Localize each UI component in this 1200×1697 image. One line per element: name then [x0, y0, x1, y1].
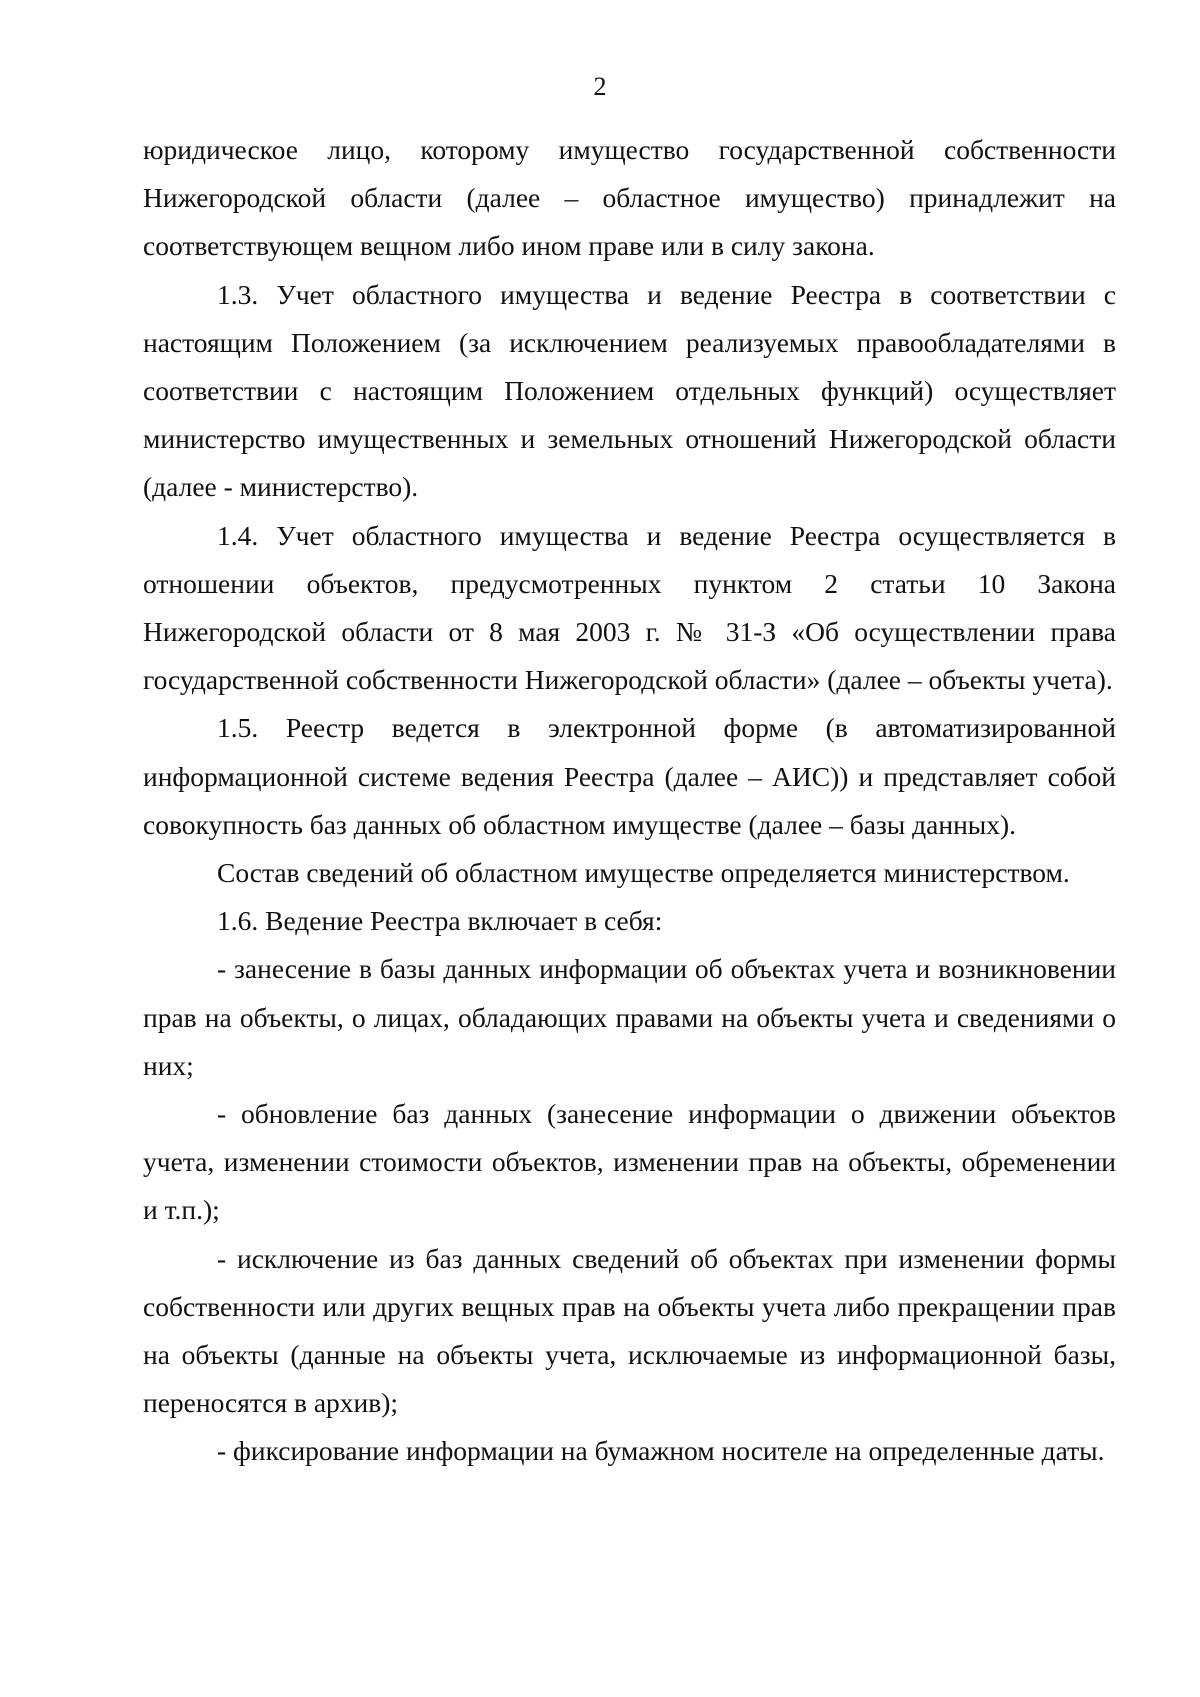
document-body — [143, 126, 1116, 1476]
paragraph-1-3: 1.3. Учет областного имущества и ведение Реестра в соответствии с настоящим Положением (за исключением реализуемых правообладателями в соответствии с настоящим Положением отдельных функций) осуществляет министерство имущественных и земельных отношений Нижегородской области (далее - министерство). — [143, 278, 1116, 503]
list-item-entry: - занесение в базы данных информации об объектах учета и возникновении прав на объекты, о лицах, обладающих правами на объекты учета и сведениями о них; — [143, 953, 1116, 1081]
paragraph-composition: Состав сведений об областном имуществе определяется министерством. — [217, 857, 1070, 889]
paragraph-1-4: 1.4. Учет областного имущества и ведение Реестра осуществляется в отношении объектов, предусмотренных пунктом 2 статьи 10 Закона Нижегородской области от 8 мая 2003 г. № 31-З «Об осуществлении права государственной собственности Нижегородской области» (далее – объекты учета). — [143, 519, 1116, 696]
list-item-fixation: - фиксирование информации на бумажном носителе на определенные даты. — [217, 1435, 1105, 1467]
page-number: 2 — [593, 72, 607, 101]
paragraph-1-6: 1.6. Ведение Реестра включает в себя: — [217, 905, 663, 937]
list-item-exclusion: - исключение из баз данных сведений об объектах при изменении формы собственности или других вещных прав на объекты учета либо прекращении прав на объекты (данные на объекты учета, исключаемые из информационной базы, переносятся в архив); — [143, 1242, 1116, 1419]
paragraph-continuation: юридическое лицо, которому имущество государственной собственности Нижегородской области (далее – областное имущество) принадлежит на соответствующем вещном либо ином праве или в силу закона. — [143, 134, 1116, 262]
list-item-update: - обновление баз данных (занесение информации о движении объектов учета, изменении стоимости объектов, изменении прав на объекты, обременении и т.п.); — [143, 1098, 1116, 1226]
paragraph-1-5: 1.5. Реестр ведется в электронной форме (в автоматизированной информационной системе ведения Реестра (далее – АИС)) и представляет собой совокупность баз данных об областном имуществе (далее – базы данных). — [143, 712, 1116, 840]
